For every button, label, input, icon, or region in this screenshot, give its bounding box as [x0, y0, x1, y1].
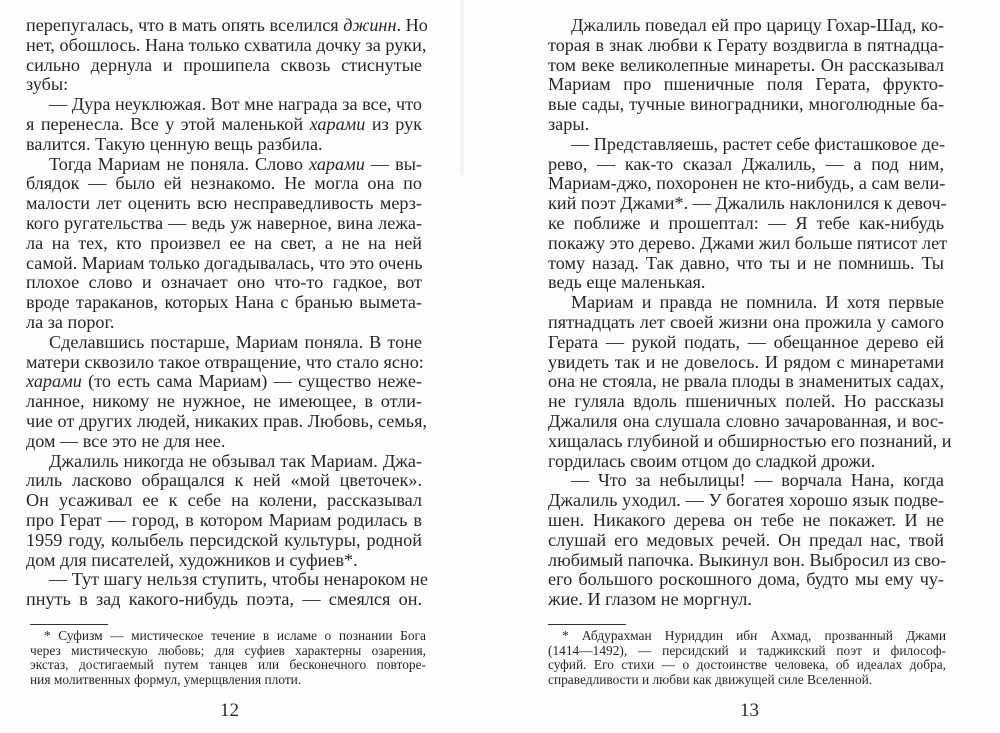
text-line	[26, 174, 422, 194]
text-line	[548, 333, 944, 353]
text-line	[26, 254, 422, 274]
text-line	[26, 569, 428, 590]
text-line	[548, 590, 944, 610]
text-line	[548, 430, 952, 452]
text-run: — Представляешь, растет себе фисташковое де-	[571, 133, 945, 154]
left-page-body	[26, 15, 428, 610]
text-line	[548, 392, 944, 412]
text-line	[26, 75, 422, 95]
text-line	[548, 531, 944, 551]
text-line	[548, 372, 944, 392]
text-run: . Но	[396, 15, 428, 35]
text-line	[548, 115, 944, 135]
text-line	[26, 551, 422, 571]
text-run: дом — все это не для нее.	[26, 430, 226, 451]
footnote-line: * Абдурахман Нуриддин ибн Ахмад, прозванный Джами	[562, 628, 946, 643]
text-line	[26, 273, 422, 293]
text-line	[26, 452, 422, 472]
text-line	[548, 452, 944, 472]
text-run: увидеть так и не довелось. И рядом с минаретами	[548, 351, 944, 372]
text-run: том веке великолепные минареты. Он рассказывал	[548, 54, 944, 75]
text-run: малости лет оценить всю несправедливость мерз-	[26, 193, 422, 214]
text-run: ла за порог.	[26, 311, 115, 332]
text-run: Мариам-джо, похоронен не кто-нибудь, а сам вели-	[548, 173, 946, 194]
text-run: из рук	[365, 113, 422, 134]
text-run: жие. И глазом не моргнул.	[548, 589, 752, 610]
text-line	[548, 293, 944, 313]
text-run: — Тут шагу нельзя ступить, чтобы ненароком не	[49, 569, 428, 590]
text-run: рево, — как-то сказал Джалиль, — а под ним,	[548, 153, 944, 174]
text-run: гордилась своим отцом до сладкой дрожи.	[548, 450, 876, 471]
text-run: шен. Никакого дерева он тебе не покажет. И не	[548, 509, 944, 530]
text-line	[548, 174, 944, 194]
italic-term: джинн	[343, 15, 397, 35]
text-run: Джалиля она слушала словно зачарованная, и вос-	[548, 410, 944, 431]
text-line	[26, 115, 422, 135]
text-run: Джалиль уходил. — У богатея хорошо язык подве-	[548, 490, 944, 511]
footnote-line: экстаз, достигаемый путем танцев или бесконечного повторе-	[30, 657, 426, 673]
text-line	[548, 214, 944, 234]
left-page	[0, 0, 488, 733]
text-line	[26, 214, 422, 234]
text-run: Сделавшись постарше, Мариам поняла. В тоне	[49, 331, 422, 352]
text-run: валится. Такую ценную вещь разбила.	[26, 133, 323, 154]
text-line	[548, 273, 944, 293]
text-run: Мариам и правда не помнила. И хотя первые	[571, 292, 944, 313]
right-page-body	[548, 15, 952, 610]
text-run: кого ругательства — ведь уж наверное, вина лежа-	[26, 212, 422, 233]
footnote-line: через мистическую любовь; для суфиев характерны озарения,	[30, 642, 426, 658]
text-run: самой. Мариам только догадывалась, что это очень	[26, 252, 423, 273]
text-line	[548, 412, 944, 432]
text-run: 1959 году, колыбель персидской культуры, родной	[26, 529, 422, 550]
text-run: нет, обошлось. Нана только схватила дочку за руки,	[26, 34, 427, 55]
text-run: плохое слово и означает оно что-то гадкое, вот	[26, 272, 422, 293]
text-line	[26, 410, 427, 432]
text-line	[548, 511, 944, 531]
text-line	[548, 353, 944, 373]
text-line	[26, 372, 422, 392]
text-line	[26, 353, 422, 373]
text-run: покажу это дерево. Джами жил больше пятисот лет	[548, 232, 948, 253]
footnote-line: * Суфизм — мистическое течение в исламе о познании Бога	[44, 628, 426, 643]
text-run: пятнадцать лет своей жизни она прожила у самого	[548, 311, 944, 332]
text-run: я перенесла. Все у этой маленькой	[26, 113, 310, 134]
text-line	[548, 155, 944, 175]
text-line	[548, 135, 944, 155]
text-run: про Герат — город, в котором Мариам родилась в	[26, 509, 422, 530]
text-run: Он усаживал ее к себе на колени, рассказывал	[26, 490, 422, 511]
text-run: Мариам про пшеничные поля Герата, фрукто-	[548, 74, 944, 95]
text-run: вроде тараканов, которых Нана с бранью вымета-	[26, 292, 422, 313]
text-line	[26, 135, 422, 155]
text-run: ведь еще маленькая.	[548, 272, 706, 293]
text-line	[548, 491, 944, 511]
text-run: ке поближе и прошептал: — Я тебе как-нибудь	[548, 212, 944, 233]
right-page	[488, 0, 1000, 733]
footnote-line: справедливости и любви как движущей силе Вселенной.	[548, 671, 873, 687]
text-line	[548, 254, 944, 274]
left-page-footnote	[30, 629, 426, 687]
footnote-line: ния молитвенных формул, умерщвления плоти.	[30, 671, 302, 687]
page-number: 12	[220, 700, 239, 721]
text-line	[26, 491, 422, 511]
text-run: пнуть в зад какого-нибудь поэта, — смеялся он.	[26, 589, 422, 610]
text-line	[26, 471, 422, 491]
text-line	[26, 95, 422, 115]
text-run: Джалиль никогда не обзывал так Мариам. Джа-	[49, 450, 422, 471]
text-line	[548, 36, 944, 56]
text-run: сильно дернула и прошипела сквозь стиснутые	[26, 54, 422, 75]
text-line	[26, 531, 422, 551]
text-run: торая в знак любви к Герату воздвигла в пятнадца-	[548, 34, 944, 55]
text-line	[26, 333, 422, 353]
text-line	[548, 313, 944, 333]
text-run: не гуляла вдоль пшеничных полей. Но рассказы	[548, 391, 944, 412]
text-run: ланное, никому не нужное, не имеющее, в отли-	[26, 391, 422, 412]
text-line	[26, 392, 422, 412]
text-run: ла на тех, кто произвел ее на свет, а не на ней	[26, 232, 422, 253]
italic-term: харами	[308, 153, 365, 174]
text-line	[548, 75, 944, 95]
text-line	[548, 232, 948, 254]
text-run: слушай его медовых речей. Он предал нас, твой	[548, 529, 944, 550]
footnote-line: суфий. Его стихи — о достоинстве человека, об идеалах добра,	[548, 657, 946, 673]
page-gutter-shadow	[460, 0, 464, 175]
text-run: — Дура неуклюжая. Вот мне награда за все, что	[49, 94, 422, 115]
text-line	[26, 194, 422, 214]
text-run: кий поэт Джами*. — Джалиль наклонился к девоч-	[548, 193, 947, 214]
right-page-footnote	[548, 629, 946, 687]
text-run: дом для писателей, художников и суфиев*.	[26, 549, 358, 570]
text-line	[26, 590, 422, 610]
text-run: хищалась глубиной и обширностью его познаний, и	[548, 430, 952, 451]
text-line	[26, 56, 422, 76]
text-line	[548, 570, 944, 590]
text-line	[548, 95, 944, 115]
text-run: — Что за небылицы! — ворчала Нана, когда	[571, 470, 944, 491]
text-line	[26, 511, 422, 531]
footnote-separator	[548, 624, 626, 625]
text-line	[26, 293, 422, 313]
text-run: лиль ласково обращался к ней «мой цветочек».	[26, 470, 422, 491]
text-run: блядок — было ей незнакомо. Не могла она по	[26, 173, 422, 194]
text-run: зары.	[548, 113, 590, 134]
text-line	[26, 15, 428, 36]
text-run: чие от других людей, никаких прав. Любовь, семья,	[26, 410, 427, 431]
text-run: его большого роскошного дома, будто мы ему чу-	[548, 569, 944, 590]
text-line	[548, 471, 944, 491]
text-run: тому назад. Так давно, что ты и не помнишь. Ты	[548, 252, 944, 273]
text-run: (то есть сама Мариам) — существо нежe-	[81, 371, 422, 392]
text-run: перепугалась, что в мать опять вселился	[26, 15, 344, 35]
text-run: Герата — рукой подать, — обещанное дерево ей	[548, 331, 944, 352]
page-number: 13	[740, 700, 759, 721]
text-line	[548, 56, 944, 76]
text-line	[548, 16, 944, 36]
text-run: — вы-	[364, 153, 422, 174]
footnote-separator	[30, 624, 108, 625]
text-line	[548, 549, 947, 571]
text-line	[26, 313, 422, 333]
text-line	[26, 234, 422, 254]
text-run: Тогда Мариам не поняла. Слово	[49, 153, 309, 174]
text-line	[26, 432, 422, 452]
text-run: вые сады, тучные виноградники, многолюдные ба-	[548, 94, 944, 115]
text-run: Джалиль поведал ей про царицу Гохар-Шад, ко-	[571, 15, 944, 35]
text-run: зубы:	[26, 74, 69, 95]
italic-term: харами	[26, 371, 82, 392]
footnote-line: (1414—1492), — персидский и таджикский поэт и философ-	[548, 642, 946, 658]
italic-term: харами	[309, 113, 366, 134]
text-run: она не стояла, не рвала плоды в знаменитых садах,	[548, 371, 944, 392]
text-line	[26, 155, 422, 175]
text-line	[26, 34, 427, 56]
text-line	[548, 193, 947, 214]
text-run: любимый папочка. Выкинул вон. Выбросил из сво-	[548, 549, 947, 570]
text-run: матери сквозило такое отвращение, что стало ясно:	[26, 351, 424, 372]
